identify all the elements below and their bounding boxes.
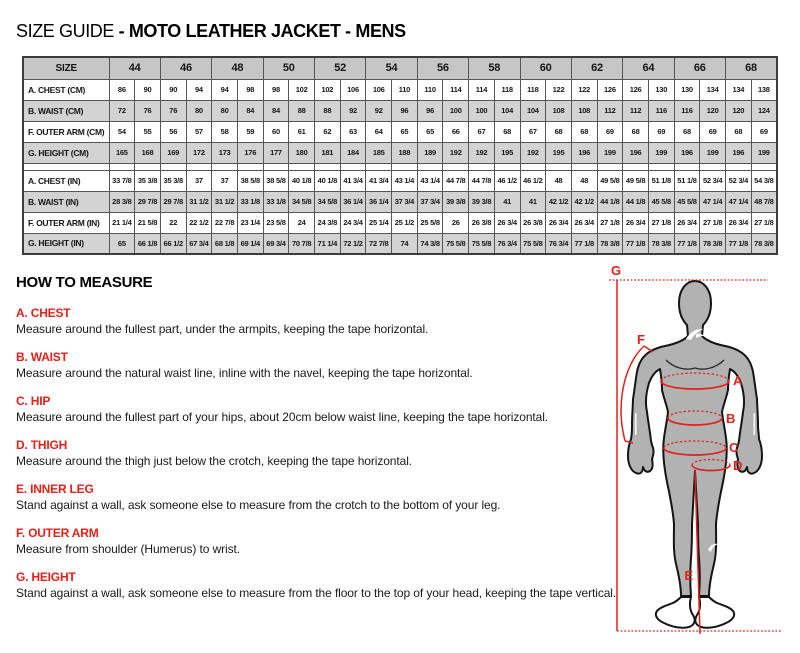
size-value-cell: 38 5/8	[237, 170, 263, 191]
size-value-cell: 26 3/4	[494, 212, 520, 233]
size-value-cell: 25 1/2	[392, 212, 418, 233]
size-value-cell: 48 7/8	[751, 191, 777, 212]
size-value-cell: 80	[186, 100, 212, 121]
size-header: 54	[366, 57, 417, 79]
measure-section-heading: G. HEIGHT	[16, 570, 76, 584]
right-forearm-logo-icon	[754, 413, 756, 435]
size-value-cell: 65	[109, 233, 135, 254]
size-value-cell: 110	[417, 79, 443, 100]
size-value-cell: 195	[494, 142, 520, 163]
label-f: F	[637, 332, 645, 347]
size-value-cell: 45 5/8	[648, 191, 674, 212]
size-value-cell: 184	[340, 142, 366, 163]
size-value-cell: 74	[392, 233, 418, 254]
size-value-cell: 88	[289, 100, 315, 121]
size-value-cell: 35 3/8	[160, 170, 186, 191]
size-value-cell: 46 1/2	[520, 170, 546, 191]
label-a: A	[733, 373, 743, 388]
size-value-cell: 37 3/4	[392, 191, 418, 212]
size-header: 48	[212, 57, 263, 79]
size-header: 62	[571, 57, 622, 79]
size-value-cell: 33 7/8	[109, 170, 135, 191]
size-value-cell: 27 1/8	[597, 212, 623, 233]
size-value-cell: 173	[212, 142, 238, 163]
size-value-cell: 40 1/8	[289, 170, 315, 191]
size-value-cell: 28 3/8	[109, 191, 135, 212]
measure-section-text: Stand against a wall, ask someone else to measure from the crotch to the bottom of your leg.	[16, 498, 501, 512]
size-value-cell: 196	[726, 142, 752, 163]
size-value-cell: 192	[469, 142, 495, 163]
size-table-head	[23, 57, 777, 79]
size-value-cell: 36 1/4	[366, 191, 392, 212]
size-value-cell: 75 5/8	[520, 233, 546, 254]
size-value-cell: 94	[212, 79, 238, 100]
size-value-cell: 70 7/8	[289, 233, 315, 254]
size-value-cell: 108	[571, 100, 597, 121]
size-value-cell: 26 3/4	[623, 212, 649, 233]
size-value-cell: 106	[366, 79, 392, 100]
size-value-cell: 45 5/8	[674, 191, 700, 212]
size-value-cell: 104	[520, 100, 546, 121]
size-value-cell: 27 1/8	[700, 212, 726, 233]
row-label: B. WAIST (IN)	[23, 191, 109, 212]
size-value-cell: 199	[597, 142, 623, 163]
size-value-cell: 65	[392, 121, 418, 142]
size-table	[22, 56, 778, 255]
measure-section-heading: D. THIGH	[16, 438, 68, 452]
how-to-measure-section	[16, 274, 616, 614]
row-label: A. CHEST (CM)	[23, 79, 109, 100]
size-table-row-cm	[23, 121, 777, 142]
size-value-cell: 76	[135, 100, 161, 121]
size-value-cell: 42 1/2	[546, 191, 572, 212]
right-foot-icon	[695, 597, 734, 628]
size-value-cell: 126	[623, 79, 649, 100]
size-value-cell: 48	[546, 170, 572, 191]
size-value-cell: 75 5/8	[469, 233, 495, 254]
size-value-cell: 55	[135, 121, 161, 142]
size-value-cell: 69	[751, 121, 777, 142]
size-value-cell: 96	[392, 100, 418, 121]
size-value-cell: 26 3/8	[520, 212, 546, 233]
size-value-cell: 189	[417, 142, 443, 163]
size-value-cell: 78 3/8	[751, 233, 777, 254]
size-value-cell: 169	[160, 142, 186, 163]
size-value-cell: 22 7/8	[212, 212, 238, 233]
size-value-cell: 52 3/4	[700, 170, 726, 191]
size-value-cell: 27 1/8	[648, 212, 674, 233]
size-value-cell: 41	[520, 191, 546, 212]
measure-section-text: Measure around the natural waist line, inline with the navel, keeping the tape horizontal.	[16, 366, 473, 380]
size-value-cell: 76 3/4	[494, 233, 520, 254]
size-value-cell: 84	[263, 100, 289, 121]
body-measurement-diagram-icon	[600, 263, 800, 653]
size-value-cell: 116	[648, 100, 674, 121]
size-value-cell: 67	[469, 121, 495, 142]
label-g: G	[610, 263, 622, 278]
size-value-cell: 26 3/4	[726, 212, 752, 233]
size-value-cell: 26 3/4	[674, 212, 700, 233]
row-label: G. HEIGHT (CM)	[23, 142, 109, 163]
size-value-cell: 68	[726, 121, 752, 142]
size-table-row-in	[23, 191, 777, 212]
size-value-cell: 180	[289, 142, 315, 163]
measure-section-text: Stand against a wall, ask someone else to measure from the floor to the top of your head, keeping the tape vertical.	[16, 586, 617, 600]
label-c: C	[729, 440, 739, 455]
size-value-cell: 40 1/8	[315, 170, 341, 191]
size-value-cell: 47 1/4	[700, 191, 726, 212]
size-value-cell: 33 1/8	[263, 191, 289, 212]
size-value-cell: 54 3/8	[751, 170, 777, 191]
row-label: B. WAIST (CM)	[23, 100, 109, 121]
label-b: B	[726, 411, 736, 426]
size-value-cell: 102	[289, 79, 315, 100]
size-value-cell: 57	[186, 121, 212, 142]
page-title-prefix: SIZE GUIDE	[16, 21, 119, 41]
size-value-cell: 78 3/8	[597, 233, 623, 254]
size-value-cell: 68	[494, 121, 520, 142]
row-label: F. OUTER ARM (IN)	[23, 212, 109, 233]
size-value-cell: 88	[315, 100, 341, 121]
measure-section	[16, 350, 616, 380]
size-header: 58	[469, 57, 520, 79]
size-value-cell: 29 7/8	[135, 191, 161, 212]
measure-section-text: Measure around the fullest part of your hips, about 20cm below waist line, keeping the tape horizontal.	[16, 410, 549, 424]
size-value-cell: 69	[597, 121, 623, 142]
size-value-cell: 37	[212, 170, 238, 191]
measure-section	[16, 438, 616, 468]
size-value-cell: 35 3/8	[135, 170, 161, 191]
size-value-cell: 34 5/8	[315, 191, 341, 212]
size-value-cell: 71 1/4	[315, 233, 341, 254]
size-value-cell: 49 5/8	[597, 170, 623, 191]
size-value-cell: 65	[417, 121, 443, 142]
size-value-cell: 23 5/8	[263, 212, 289, 233]
size-value-cell: 51 1/8	[648, 170, 674, 191]
size-value-cell: 43 1/4	[392, 170, 418, 191]
size-value-cell: 39 3/8	[443, 191, 469, 212]
size-value-cell: 68	[674, 121, 700, 142]
size-value-cell: 67	[520, 121, 546, 142]
size-value-cell: 69	[700, 121, 726, 142]
size-value-cell: 75 5/8	[443, 233, 469, 254]
size-table-row-in	[23, 170, 777, 191]
size-header-row	[23, 57, 777, 79]
size-value-cell: 33 1/8	[237, 191, 263, 212]
size-value-cell: 176	[237, 142, 263, 163]
size-value-cell: 69 1/4	[237, 233, 263, 254]
size-value-cell: 77 1/8	[571, 233, 597, 254]
size-value-cell: 69	[648, 121, 674, 142]
left-forearm-logo-icon	[635, 413, 637, 435]
size-value-cell: 49 5/8	[623, 170, 649, 191]
size-value-cell: 199	[648, 142, 674, 163]
size-value-cell: 98	[237, 79, 263, 100]
size-value-cell: 60	[263, 121, 289, 142]
size-value-cell: 63	[340, 121, 366, 142]
size-value-cell: 67 3/4	[186, 233, 212, 254]
size-value-cell: 51 1/8	[674, 170, 700, 191]
size-value-cell: 38 5/8	[263, 170, 289, 191]
size-value-cell: 44 1/8	[623, 191, 649, 212]
size-value-cell: 122	[571, 79, 597, 100]
size-value-cell: 177	[263, 142, 289, 163]
size-value-cell: 68	[623, 121, 649, 142]
size-value-cell: 66 1/2	[160, 233, 186, 254]
size-value-cell: 37	[186, 170, 212, 191]
size-value-cell: 118	[494, 79, 520, 100]
label-e: E	[684, 568, 693, 583]
size-value-cell: 24 3/8	[315, 212, 341, 233]
size-value-cell: 76 3/4	[546, 233, 572, 254]
size-value-cell: 120	[726, 100, 752, 121]
size-value-cell: 181	[315, 142, 341, 163]
label-d: D	[733, 458, 743, 473]
size-value-cell: 77 1/8	[623, 233, 649, 254]
size-value-cell: 74 3/8	[417, 233, 443, 254]
size-value-cell: 124	[751, 100, 777, 121]
size-value-cell: 26 3/4	[571, 212, 597, 233]
measure-section-text: Measure around the thigh just below the crotch, keeping the tape horizontal.	[16, 454, 412, 468]
size-value-cell: 165	[109, 142, 135, 163]
measure-section	[16, 526, 616, 556]
size-value-cell: 77 1/8	[726, 233, 752, 254]
size-value-cell: 62	[315, 121, 341, 142]
size-value-cell: 78 3/8	[700, 233, 726, 254]
size-value-cell: 112	[597, 100, 623, 121]
size-header: 56	[417, 57, 468, 79]
size-value-cell: 61	[289, 121, 315, 142]
measure-section-text: Measure around the fullest part, under the armpits, keeping the tape horizontal.	[16, 322, 429, 336]
size-value-cell: 44 7/8	[443, 170, 469, 191]
size-value-cell: 100	[469, 100, 495, 121]
size-header: 64	[623, 57, 674, 79]
size-value-cell: 68	[571, 121, 597, 142]
size-value-cell: 134	[700, 79, 726, 100]
measure-sections	[16, 306, 616, 600]
size-value-cell: 96	[417, 100, 443, 121]
how-to-measure-heading: HOW TO MEASURE	[16, 274, 153, 291]
size-value-cell: 27 1/8	[751, 212, 777, 233]
row-label: A. CHEST (IN)	[23, 170, 109, 191]
size-header: 46	[160, 57, 211, 79]
measure-section	[16, 570, 616, 600]
page-title-bold: - MOTO LEATHER JACKET - MENS	[118, 21, 406, 41]
size-header: 50	[263, 57, 314, 79]
size-value-cell: 102	[315, 79, 341, 100]
size-value-cell: 134	[726, 79, 752, 100]
measure-section	[16, 394, 616, 424]
size-value-cell: 24	[289, 212, 315, 233]
row-label: F. OUTER ARM (CM)	[23, 121, 109, 142]
size-value-cell: 31 1/2	[212, 191, 238, 212]
size-value-cell: 92	[366, 100, 392, 121]
page-title	[16, 21, 800, 42]
size-value-cell: 116	[674, 100, 700, 121]
size-value-cell: 196	[674, 142, 700, 163]
size-value-cell: 188	[392, 142, 418, 163]
size-value-cell: 25 5/8	[417, 212, 443, 233]
size-value-cell: 72	[109, 100, 135, 121]
size-value-cell: 72 7/8	[366, 233, 392, 254]
size-value-cell: 39 3/8	[469, 191, 495, 212]
size-value-cell: 130	[648, 79, 674, 100]
measure-section-heading: A. CHEST	[16, 306, 71, 320]
size-value-cell: 42 1/2	[571, 191, 597, 212]
size-value-cell: 24 3/4	[340, 212, 366, 233]
size-table-row-in	[23, 233, 777, 254]
size-value-cell: 138	[751, 79, 777, 100]
measure-section-heading: C. HIP	[16, 394, 51, 408]
size-value-cell: 37 3/4	[417, 191, 443, 212]
size-value-cell: 114	[469, 79, 495, 100]
size-value-cell: 94	[186, 79, 212, 100]
size-value-cell: 44 7/8	[469, 170, 495, 191]
size-value-cell: 66	[443, 121, 469, 142]
size-value-cell: 26	[443, 212, 469, 233]
size-value-cell: 56	[160, 121, 186, 142]
size-value-cell: 110	[392, 79, 418, 100]
measurement-figure	[600, 263, 800, 653]
size-value-cell: 104	[494, 100, 520, 121]
size-value-cell: 122	[546, 79, 572, 100]
size-value-cell: 64	[366, 121, 392, 142]
size-value-cell: 196	[571, 142, 597, 163]
size-table-row-cm	[23, 79, 777, 100]
size-value-cell: 48	[571, 170, 597, 191]
size-value-cell: 41 3/4	[366, 170, 392, 191]
size-value-cell: 112	[623, 100, 649, 121]
row-label: G. HEIGHT (IN)	[23, 233, 109, 254]
size-value-cell: 80	[212, 100, 238, 121]
size-value-cell: 126	[597, 79, 623, 100]
size-value-cell: 192	[443, 142, 469, 163]
size-value-cell: 23 1/4	[237, 212, 263, 233]
size-header: 52	[315, 57, 366, 79]
size-value-cell: 58	[212, 121, 238, 142]
size-table-row-cm	[23, 142, 777, 163]
spacer-row	[23, 163, 777, 170]
size-value-cell: 25 1/4	[366, 212, 392, 233]
size-value-cell: 199	[751, 142, 777, 163]
size-value-cell: 41 3/4	[340, 170, 366, 191]
size-value-cell: 172	[186, 142, 212, 163]
size-value-cell: 68 1/8	[212, 233, 238, 254]
size-column-header: SIZE	[23, 57, 109, 79]
size-value-cell: 43 1/4	[417, 170, 443, 191]
size-value-cell: 41	[494, 191, 520, 212]
size-value-cell: 84	[237, 100, 263, 121]
size-value-cell: 76	[160, 100, 186, 121]
size-value-cell: 52 3/4	[726, 170, 752, 191]
size-table-row-in	[23, 212, 777, 233]
size-value-cell: 46 1/2	[494, 170, 520, 191]
measure-section-heading: E. INNER LEG	[16, 482, 94, 496]
size-value-cell: 100	[443, 100, 469, 121]
size-value-cell: 47 1/4	[726, 191, 752, 212]
measure-section-heading: B. WAIST	[16, 350, 68, 364]
size-value-cell: 199	[700, 142, 726, 163]
size-value-cell: 195	[546, 142, 572, 163]
size-value-cell: 36 1/4	[340, 191, 366, 212]
size-value-cell: 44 1/8	[597, 191, 623, 212]
size-value-cell: 59	[237, 121, 263, 142]
measure-section	[16, 306, 616, 336]
size-header: 44	[109, 57, 160, 79]
size-value-cell: 130	[674, 79, 700, 100]
size-value-cell: 120	[700, 100, 726, 121]
size-value-cell: 92	[340, 100, 366, 121]
size-value-cell: 90	[160, 79, 186, 100]
size-value-cell: 185	[366, 142, 392, 163]
size-value-cell: 68	[546, 121, 572, 142]
size-header: 68	[726, 57, 778, 79]
size-value-cell: 31 1/2	[186, 191, 212, 212]
size-value-cell: 108	[546, 100, 572, 121]
size-value-cell: 72 1/2	[340, 233, 366, 254]
measure-section	[16, 482, 616, 512]
size-header: 66	[674, 57, 725, 79]
size-value-cell: 196	[623, 142, 649, 163]
size-value-cell: 21 5/8	[135, 212, 161, 233]
size-header: 60	[520, 57, 571, 79]
size-value-cell: 86	[109, 79, 135, 100]
left-foot-icon	[656, 597, 695, 628]
size-value-cell: 29 7/8	[160, 191, 186, 212]
size-value-cell: 78 3/8	[648, 233, 674, 254]
size-value-cell: 192	[520, 142, 546, 163]
size-value-cell: 98	[263, 79, 289, 100]
size-value-cell: 54	[109, 121, 135, 142]
measure-section-text: Measure from shoulder (Humerus) to wrist.	[16, 542, 240, 556]
size-value-cell: 77 1/8	[674, 233, 700, 254]
size-table-row-cm	[23, 100, 777, 121]
size-value-cell: 34 5/8	[289, 191, 315, 212]
size-value-cell: 69 3/4	[263, 233, 289, 254]
size-value-cell: 66 1/8	[135, 233, 161, 254]
size-value-cell: 118	[520, 79, 546, 100]
size-value-cell: 90	[135, 79, 161, 100]
size-value-cell: 26 3/8	[469, 212, 495, 233]
size-value-cell: 168	[135, 142, 161, 163]
measure-section-heading: F. OUTER ARM	[16, 526, 99, 540]
size-value-cell: 22 1/2	[186, 212, 212, 233]
size-value-cell: 26 3/4	[546, 212, 572, 233]
size-value-cell: 21 1/4	[109, 212, 135, 233]
size-value-cell: 106	[340, 79, 366, 100]
size-value-cell: 22	[160, 212, 186, 233]
size-value-cell: 114	[443, 79, 469, 100]
size-table-body	[23, 79, 777, 254]
